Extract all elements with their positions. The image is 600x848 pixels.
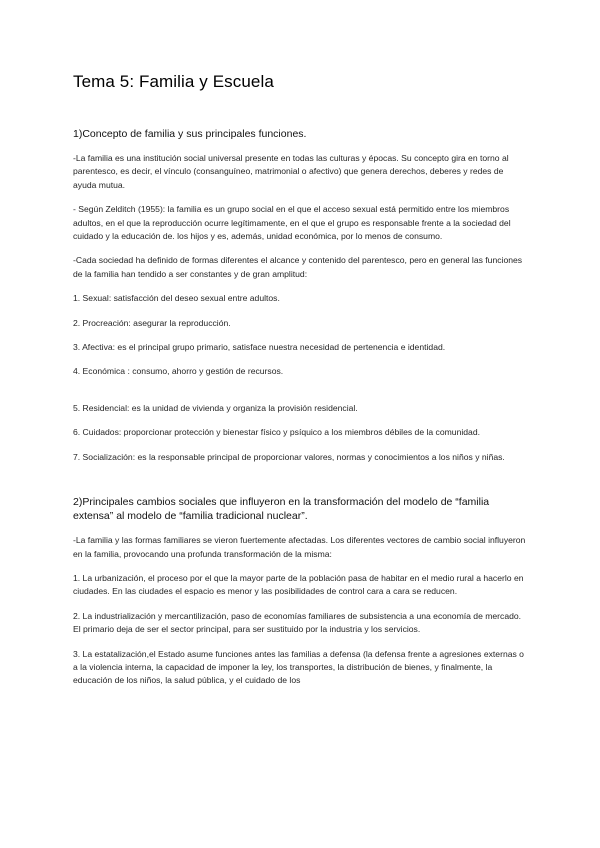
function-item-residencial: 5. Residencial: es la unidad de vivienda y organiza la provisión residencial. <box>73 402 358 413</box>
document-title: Tema 5: Familia y Escuela <box>73 72 274 91</box>
section-2-intro: -La familia y las formas familiares se vieron fuertemente afectadas. Los diferentes vectores de cambio social influyeron en la familia, provocando una profunda transformación de la misma: <box>73 535 526 559</box>
change-item-estatalizacion: 3. La estatalización,el Estado asume funciones antes las familias a defensa (la defensa frente a agresiones externas o a la violencia interna, la capacidad de imponer la ley, los transportes, la distribución de bienes, y finalmente, la educación de los niños, la salud pública, y el cuidado de los <box>73 648 524 686</box>
function-item-afectiva: 3. Afectiva: es el principal grupo primario, satisface nuestra necesidad de pertenencia e identidad. <box>73 342 446 353</box>
section-2-heading: 2)Principales cambios sociales que influyeron en la transformación del modelo de “familia extensa” al modelo de “familia tradicional nuclear”. <box>73 496 490 523</box>
section-1-functions-intro: -Cada sociedad ha definido de formas diferentes el alcance y contenido del parentesco, pero en general las funciones de la familia han tendido a ser constantes y de gran amplitud: <box>73 255 523 279</box>
section-1-zelditch-paragraph: - Según Zelditch (1955): la familia es un grupo social en el que el acceso sexual está permitido entre los miembros adultos, en el que la reproducción ocurre legítimamente, en el que el grupo es responsable frente a la sociedad del cuidado y la educación de. los hijos y es, además, unidad económica, por lo menos de consumo. <box>73 204 511 242</box>
section-1-heading: 1)Concepto de familia y sus principales funciones. <box>73 128 307 140</box>
function-item-cuidados: 6. Cuidados: proporcionar protección y bienestar físico y psíquico a los miembros débiles de la comunidad. <box>73 427 480 438</box>
change-item-industrializacion: 2. La industrialización y mercantilización, paso de economías familiares de subsistencia a una economía de mercado. El primario deja de ser el sector principal, para ser sustituido por la industria y los servicios. <box>73 610 522 635</box>
document-body <box>73 127 529 688</box>
change-item-urbanizacion: 1. La urbanización, el proceso por el que la mayor parte de la población pasa de habitar en el medio rural a hacerlo en ciudades. En las ciudades el espacio es menor y las posibilidades de control cara a cara se reducen. <box>73 572 524 597</box>
function-item-socializacion: 7. Socialización: es la responsable principal de proporcionar valores, normas y conocimientos a los niños y niñas. <box>73 451 505 462</box>
function-item-economica: 4. Económica : consumo, ahorro y gestión de recursos. <box>73 366 284 377</box>
function-item-sexual: 1. Sexual: satisfacción del deseo sexual entre adultos. <box>73 293 280 304</box>
section-1-intro: -La familia es una institución social universal presente en todas las culturas y épocas. Su concepto gira en torno al parentesco, es decir, el vínculo (consanguíneo, matrimonial o afectivo) que genera derechos, deberes y redes de ayuda mutua. <box>73 153 509 190</box>
function-item-procreacion: 2. Procreación: asegurar la reproducción. <box>73 317 231 328</box>
